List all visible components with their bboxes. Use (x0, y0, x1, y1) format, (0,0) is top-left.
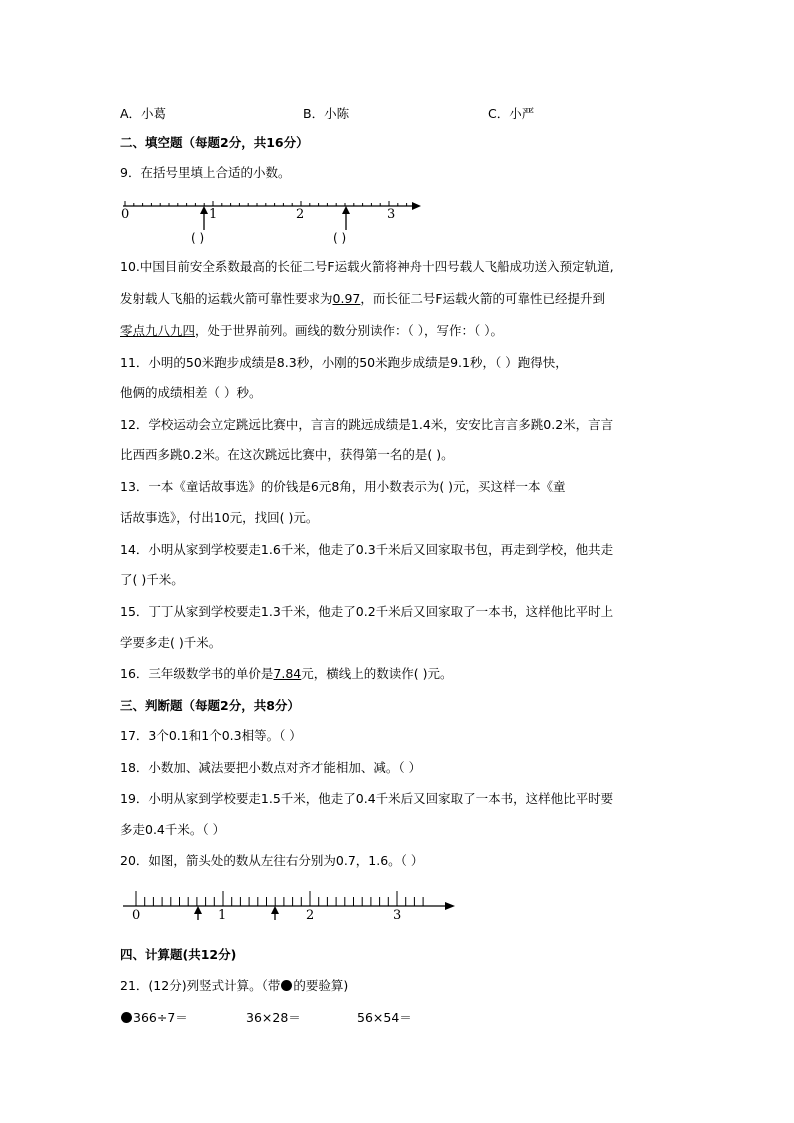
section-heading-true-false: 三、判断题（每题2分，共8分） (120, 698, 300, 713)
option-b: B．小陈 (303, 106, 350, 121)
question-9: 9．在括号里填上合适的小数。 (120, 165, 291, 180)
tick-label-3: 3 (387, 207, 396, 222)
filled-circle-icon (121, 1012, 132, 1023)
problem-2: 36×28＝ (246, 1010, 301, 1025)
question-10-line-2: 发射载人飞船的运载火箭可靠性要求为0.97，而长征二号F运载火箭的可靠性已经提升到 (120, 291, 606, 306)
underlined-number-words: 零点九八九四 (120, 323, 196, 338)
tick-label-1: 1 (218, 908, 227, 922)
question-19-line-2: 多走0.4千米。（ ） (120, 822, 226, 837)
question-16: 16．三年级数学书的单价是7.84元，横线上的数读作( )元。 (120, 666, 453, 681)
number-line-q9 (115, 192, 425, 248)
tick-label-2: 2 (296, 207, 305, 222)
question-21: 21．(12分)列竖式计算。（带 的要验算) (120, 978, 349, 993)
tick-label-3: 3 (393, 908, 402, 922)
question-20: 20．如图，箭头处的数从左往右分别为0.7，1.6。（ ） (120, 853, 424, 868)
question-14-line-2: 了( )千米。 (120, 572, 184, 587)
question-13-line-1: 13．一本《童话故事选》的价钱是6元8角，用小数表示为( )元，买这样一本《童 (120, 479, 566, 494)
question-11-line-1: 11．小明的50米跑步成绩是8.3秒，小刚的50米跑步成绩是9.1秒，（ ）跑得快， (120, 355, 568, 370)
question-11-line-2: 他俩的成绩相差（ ）秒。 (120, 385, 262, 400)
number-line-q20 (115, 880, 460, 922)
arrow-q9-1 (200, 206, 208, 230)
tick-label-1: 1 (209, 207, 218, 222)
question-18: 18．小数加、减法要把小数点对齐才能相加、减。（ ） (120, 760, 422, 775)
question-12-line-2: 比西西多跳0.2米。在这次跳远比赛中，获得第一名的是( )。 (120, 447, 454, 462)
problem-1: 366÷7＝ (120, 1009, 188, 1027)
question-10-line-1: 10.中国目前安全系数最高的长征二号F运载火箭将神舟十四号载人飞船成功送入预定轨道, (120, 259, 614, 274)
question-10-line-3: 零点九八九四，处于世界前列。画线的数分别读作：（ ），写作：（ ）。 (120, 323, 503, 338)
option-a: A．小葛 (120, 106, 167, 121)
question-15-line-2: 学要多走( )千米。 (120, 635, 222, 650)
question-13-line-2: 话故事选》，付出10元，找回( )元。 (120, 510, 319, 525)
answer-paren-1: ( ) (191, 231, 205, 245)
problem-3: 56×54＝ (357, 1010, 412, 1025)
question-14-line-1: 14．小明从家到学校要走1.6千米，他走了0.3千米后又回家取书包，再走到学校，他共走 (120, 542, 614, 557)
tick-label-0: 0 (121, 207, 130, 222)
arrow-q20-1 (194, 906, 202, 920)
question-19-line-1: 19．小明从家到学校要走1.5千米，他走了0.4千米后又回家取了一本书，这样他比平时要 (120, 791, 614, 806)
question-12-line-1: 12．学校运动会立定跳远比赛中，言言的跳远成绩是1.4米，安安比言言多跳0.2米，言言 (120, 417, 614, 432)
section-heading-calculation: 四、计算题(共12分) (120, 947, 237, 962)
underlined-price: 7.84 (273, 666, 302, 681)
filled-circle-icon (281, 980, 292, 991)
underlined-number: 0.97 (332, 291, 361, 306)
arrow-q20-2 (271, 906, 279, 920)
question-15-line-1: 15．丁丁从家到学校要走1.3千米，他走了0.2千米后又回家取了一本书，这样他比平时上 (120, 604, 614, 619)
section-heading-fill-blank: 二、填空题（每题2分，共16分） (120, 135, 309, 150)
tick-label-0: 0 (132, 908, 141, 922)
question-17: 17．3个0.1和1个0.3相等。（ ） (120, 728, 302, 743)
arrow-q9-2 (342, 206, 350, 230)
tick-label-2: 2 (306, 908, 315, 922)
answer-paren-2: ( ) (333, 231, 347, 245)
option-c: C．小严 (488, 106, 535, 121)
